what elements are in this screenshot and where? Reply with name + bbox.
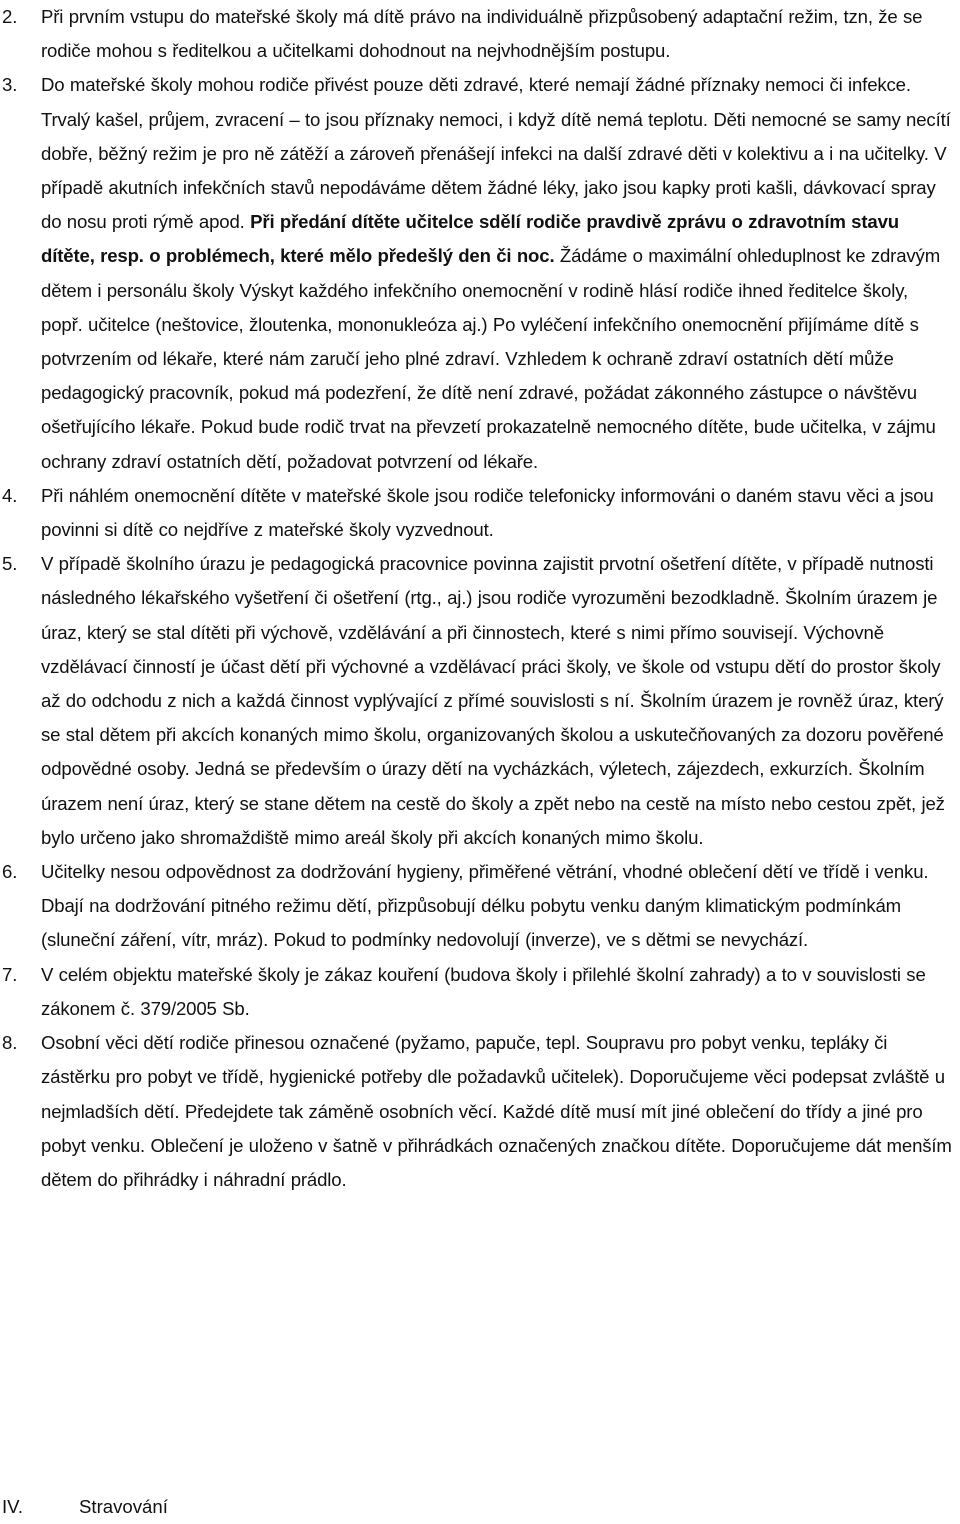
- item-number: 7.: [2, 963, 18, 985]
- text-segment: Při náhlém onemocnění dítěte v mateřské škole jsou rodiče telefonicky informováni o daném stavu věci a jsou povinni si dítě co nejdříve z mateřské školy vyzvednout.: [41, 484, 934, 541]
- item-text: [41, 553, 945, 848]
- item-text: [41, 6, 922, 61]
- item-number: 3.: [2, 74, 18, 96]
- text-segment: V případě akutních infekčních stavů nepodáváme dětem žádné léky, jako jsou kapky proti kašli, dávkovací spray do nosu proti rýmě apod.: [41, 142, 947, 233]
- bold-text-segment: Při předání dítěte učitelce sdělí rodiče pravdivě zprávu o zdravotním stavu dítěte, resp. o problémech, které mělo předešlý den či noc.: [41, 211, 900, 267]
- text-segment: V případě školního úrazu je pedagogická pracovnice povinna zajistit prvotní ošetření dítěte, v případě nutnosti následného lékařského vyšetření či ošetření (rtg., aj.) jsou rodiče vyrozuměni bezodkladně. Školním úrazem je úraz, který se stal dítěti při výchově, vzdělávání a při činnostech, které s nimi přímo souvisejí. Výchovně vzdělávací činností je účast dětí při výchovné a vzdělávací práci školy, ve škole od vstupu dětí do prostor školy až do odchodu z nich a každá činnost vyplývající z přímé souvislosti s ní. Školním úrazem je rovněž úraz, který se stal dětem při akcích konaných mimo školu, organizovaných školou a uskutečňovaných za dozoru pověřené odpovědné osoby. Jedná se především o úrazy dětí na vycházkách, výletech, zájezdech, exkurzích. Školním úrazem není úraz, který se stane dětem na cestě do školy a zpět nebo na cestě na místo nebo cestou zpět, jež bylo určeno jako shromaždiště mimo areál školy při akcích konaných mimo školu.: [41, 553, 945, 848]
- item-text: [41, 485, 934, 540]
- text-segment: Žádáme o maximální ohleduplnost ke zdravým dětem i personálu školy Výskyt každého infekčního onemocnění v rodině hlásí rodiče ihned ředitelce školy, popř. učitelce (neštovice, žloutenka, mononukleóza aj.) Po vyléčení infekčního onemocnění přijímáme dítě s potvrzením od lékaře, které nám zaručí jeho plné zdraví. Vzhledem k ochraně zdraví ostatních dětí může pedagogický pracovník, pokud má podezření, že dítě není zdravé, požádat zákonného zástupce o návštěvu ošetřujícího lékaře. Pokud bude rodič trvat na převzetí prokazatelně nemocného dítěte, bude učitelka, v zájmu ochrany zdraví ostatních dětí, požadovat potvrzení od lékaře.: [41, 245, 941, 472]
- item-number: 8.: [2, 1032, 18, 1054]
- list-item: [0, 0, 960, 68]
- text-segment: Při prvním vstupu do mateřské školy má dítě právo na individuálně přizpůsobený adaptační režim, tzn, že se rodiče mohou s ředitelkou a učitelkami dohodnout na nejvhodnějším postupu.: [41, 6, 923, 62]
- item-text: [41, 1032, 952, 1190]
- list-item: [0, 479, 960, 547]
- text-segment: Děti nemocné se samy necítí dobře, běžný režim je pro ně zátěží a zároveň přenášejí infekci na další zdravé děti v kolektivu a i na učitelky.: [41, 108, 951, 164]
- item-text: [41, 74, 951, 471]
- item-number: 2.: [2, 6, 18, 27]
- item-number: 5.: [2, 553, 18, 575]
- section-title: Stravování: [79, 1496, 168, 1517]
- list-item: [0, 958, 960, 1026]
- list-item: [0, 68, 960, 478]
- item-number: 4.: [2, 484, 18, 506]
- text-segment: Učitelky nesou odpovědnost za dodržování hygieny, přiměřené větrání, vhodné oblečení dětí ve třídě i venku. Dbají na dodržování pitného režimu dětí, přizpůsobují délku pobytu venku daným klimatickým podmínkám (sluneční záření, vítr, mráz). Pokud to podmínky nedovolují (inverze), ve s dětmi se nevychází.: [41, 861, 929, 951]
- text-segment: Do mateřské školy mohou rodiče přivést pouze děti zdravé, které nemají žádné příznaky nemoci či infekce. Trvalý kašel, průjem, zvracení – to jsou příznaky nemoci, i když dítě nemá teplotu.: [41, 74, 911, 130]
- section-number: IV.: [2, 1496, 24, 1517]
- text-segment: V celém objektu mateřské školy je zákaz kouření (budova školy i přilehlé školní zahrady) a to v souvislosti se zákonem č. 379/2005 Sb.: [41, 963, 926, 1019]
- text-segment: Osobní věci dětí rodiče přinesou označené (pyžamo, papuče, tepl. Soupravu pro pobyt venku, tepláky či zástěrku pro pobyt ve třídě, hygienické potřeby dle požadavků učitelek). Doporučujeme věci podepsat zvláště u nejmladších dětí. Předejdete tak záměně osobních věcí. Každé dítě musí mít jiné oblečení do třídy a jiné pro pobyt venku. Oblečení je uloženo v šatně v přihrádkách označených značkou dítěte. Doporučujeme dát menším dětem do přihrádky i náhradní prádlo.: [41, 1032, 952, 1190]
- list-item: [0, 1026, 960, 1197]
- item-text: [41, 861, 928, 950]
- list-item: [0, 855, 960, 958]
- item-number: 6.: [2, 861, 18, 883]
- item-text: [41, 964, 926, 1019]
- list-item: [0, 547, 960, 855]
